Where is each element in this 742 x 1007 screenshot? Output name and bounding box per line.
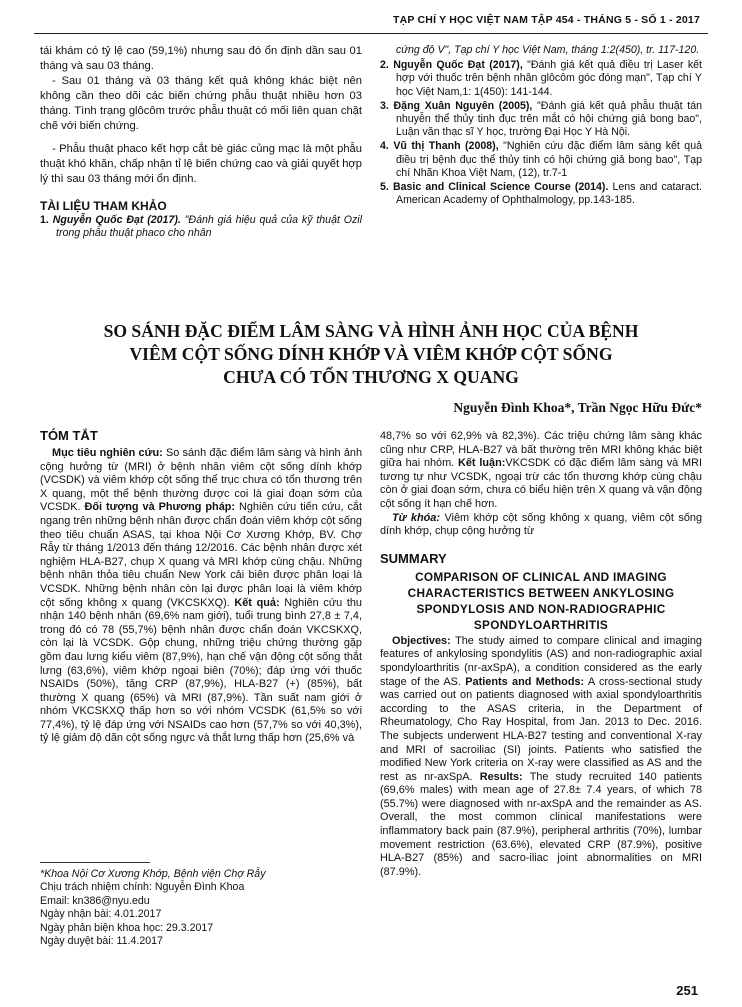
article-title (40, 320, 702, 389)
keywords-vn: Từ khóa: Viêm khớp cột sống không x quang, viêm cột sống dính khớp, chụp cộng hưởng từ (380, 511, 702, 538)
ref1-text: "Đánh giá hiệu quả của kỹ thuật Ozil trong phẫu thuật phaco cho nhân (56, 214, 362, 240)
references-heading: TÀI LIỆU THAM KHẢO (40, 199, 167, 213)
article-authors: Nguyễn Đình Khoa*, Trần Ngọc Hữu Đức* (453, 400, 702, 415)
reference-1 (40, 214, 362, 240)
footnote-reviewed: Ngày phản biện khoa học: 29.3.2017 (40, 921, 214, 934)
prev-article-left-column (40, 44, 362, 241)
title-line-3: CHƯA CÓ TỔN THƯƠNG X QUANG (223, 367, 519, 387)
abstract-vn-body: Mục tiêu nghiên cứu: So sánh đặc điểm lâm sàng và hình ảnh cộng hưởng từ (MRI) ở bệnh nhân viêm cột sống dính khớp (VCSDK) và viêm khớp cột sống thể trục chưa có tổn thương trên X quang, một thể bệnh thường được coi là giai đoạn sớm của VCSDK. Đối tượng và Phương pháp: Nghiên cứu tiến cứu, cắt ngang trên những bệnh nhân được chẩn đoán viêm khớp cột sống theo tiêu chuẩn ASAS, tại khoa Nội Cơ Xương Khớp, BV. Chợ Rẫy từ tháng 1/2013 đến tháng 12/2016. Các bệnh nhân được xét nghiệm HLA-B27, chụp X quang và MRI khớp cùng chậu. Những bệnh nhân thỏa tiêu chuẩn New York cải biên được phân loại là VCSDK. Những bệnh nhân còn lại được phân loại là viêm khớp cột sống không x quang (VKCSKXQ). Kết quả: Nghiên cứu thu nhận 140 bệnh nhân (69,6% nam giới), tuổi trung bình 27,8 ± 7,4, trong đó có 78 (55,7%) bệnh nhân được chẩn đoán VKCSKXQ, còn lại là VCSDK. Gộp chung, những triệu chứng thường gặp gồm đau lưng kiểu viêm (87,9%), hạn chế vận động cột sống thắt lưng (63,6%), viêm khớp ngoại biên (70%); đáp ứng với thuốc NSAIDs (50%), tăng CRP (87,9%), HLA-B27 (+) (85%), bất thường X quang (65%) và MRI (87,9%). Tần suất nam giới ở nhóm VKCSKXQ thấp hơn so với nhóm VCSDK (61,5% so với 77,4%), tỷ lệ đáp ứng với NSAIDs cao hơn (57,7% so với 40,3%), tỷ lệ giảm độ dãn cột sống ngực và thắt lưng thấp hơn (25,6% và (40, 447, 362, 745)
ref1-num: 1. (40, 214, 49, 226)
footnote-approved: Ngày duyệt bài: 11.4.2017 (40, 935, 163, 948)
abstract-en-column (380, 430, 702, 879)
title-line-1: SO SÁNH ĐẶC ĐIỂM LÂM SÀNG VÀ HÌNH ẢNH HỌC CỦA BỆNH (103, 321, 639, 341)
abstract-vn-continued: 48,7% so với 62,9% và 82,3%). Các triệu chứng lâm sàng khác cũng như CRP, HLA-B27 và bất thường trên MRI không khác biệt giữa hai nhóm. Kết luận:VKCSDK có đặc điểm lâm sàng và MRI tương tự như VCSDK, ngoại trừ các tổn thương khớp cùng chậu còn ở giai đoạn sớm, chưa có biểu hiện trên X quang và vận động cột sống ít hạn chế hơn. (380, 430, 702, 510)
english-title: COMPARISON OF CLINICAL AND IMAGING CHARACTERISTICS BETWEEN ANKYLOSING SPONDYLOSIS AND NON-RADIOGRAPHIC SPONDYLOARTHRITIS (407, 569, 675, 632)
prev-paragraph-3: - Phẫu thuật phaco kết hợp cắt bè giác củng mạc là một phẫu thuật khó khăn, chấp nhận tỉ lệ biến chứng cao và giải quyết hợp lý thì sau 03 tháng mới ổn định. (40, 143, 362, 185)
title-line-2: VIÊM CỘT SỐNG DÍNH KHỚP VÀ VIÊM KHỚP CỘT SỐNG (129, 344, 613, 364)
footnote-received: Ngày nhận bài: 4.01.2017 (40, 908, 162, 921)
abstract-en-body: Objectives: The study aimed to compare clinical and imaging features of ankylosing spondylitis (AS) and non-radiographic axial spondyloarthritis (nr-axSpA), a condition considered as the early stage of the AS. Patients and Methods: A cross-sectional study was carried out on patients diagnosed with axial spondyloarthritis according to the ASAS criteria, in the Department of Rheumatology, Cho Ray Hospital, from Jan. 2013 to Dec. 2016. The subjects underwent HLA-B27 testing and conventional X-ray and MRI of sacroiliac (SI) joints. Patients who satisfied the modified New York criteria on X-ray were classified as AS and the rest as nr-axSpA. Results: The study recruited 140 patients (69,6% males) with mean age of 27.8± 7.4 years, of which 78 (55.7%) were diagnosed with nr-axSpA and the remainder as AS. Overall, the most common clinical manifestations were inflammatory back pain (87.9%), peripheral arthritis (70%), lumbar movement restriction (63.6%), elevated CRP (87.9%), positive HLA-B27 (85%) and sacro-iliac joint abnormalities on MRI (87.9%). (380, 634, 702, 878)
prev-paragraph-2: - Sau 01 tháng và 03 tháng kết quả không khác biệt nên không cần theo dõi các biến chứng phẫu thuật nhiều hơn 03 tháng. Tình trạng glôcôm trước phẫu thuật có mối liên quan chặt chẽ với biến chứng. (40, 75, 362, 132)
ref1-author: Nguyễn Quốc Đạt (2017). (52, 214, 181, 226)
summary-heading: SUMMARY (380, 550, 447, 566)
page-number: 251 (676, 983, 698, 998)
footnote-block (40, 868, 362, 948)
footnote-email: Email: kn386@nyu.edu (40, 894, 150, 907)
prev-paragraph-1: tái khám có tỷ lệ cao (59,1%) nhưng sau đó ổn định dần sau 01 tháng và sau 03 tháng. (40, 45, 362, 72)
footnote-affiliation: *Khoa Nội Cơ Xương Khớp, Bệnh viện Chợ Rẫy (40, 868, 266, 880)
reference-2: 2. Nguyễn Quốc Đạt (2017), "Đánh giá kết quả điều trị Laser kết hợp với thuốc trên bệnh nhân glôcôm góc đóng mạn", Tạp chí Y học Việt Nam,1: 1(450): 141-144. (380, 59, 702, 98)
header-rule (34, 33, 708, 34)
reference-4: 4. Vũ thị Thanh (2008), "Nghiên cứu đặc điểm lâm sàng kết quả điều trị bệnh đục thể thủy tinh có hội chứng giả bong bao", Tạp chí Nhãn Khoa Việt Nam, (12), tr.7-1 (380, 140, 702, 179)
footnote-rule (40, 862, 150, 863)
running-header (0, 7, 742, 29)
abstract-vn-column (40, 428, 362, 746)
abstract-vn-heading: TÓM TẮT (40, 428, 98, 443)
footnote-responsible: Chịu trách nhiệm chính: Nguyễn Đình Khoa (40, 881, 245, 894)
reference-5: 5. Basic and Clinical Science Course (2014). Lens and cataract. American Academy of Ophthalmology, pp.143-185. (380, 181, 702, 207)
journal-header: TẠP CHÍ Y HỌC VIỆT NAM TẬP 454 - THÁNG 5 - SỐ 1 - 2017 (392, 14, 700, 26)
reference-1-continued: cứng độ V", Tạp chí Y học Việt Nam, tháng 1:2(450), tr. 117-120. (396, 44, 700, 56)
reference-3: 3. Đặng Xuân Nguyên (2005), "Đánh giá kết quả phẫu thuật tán nhuyễn thể thủy tinh đục trên mắt có hội chứng giả bong bao", Luận văn thạc sĩ Y học, trường Đại Học Y Hà Nội. (380, 99, 702, 139)
prev-article-right-column (380, 44, 702, 208)
